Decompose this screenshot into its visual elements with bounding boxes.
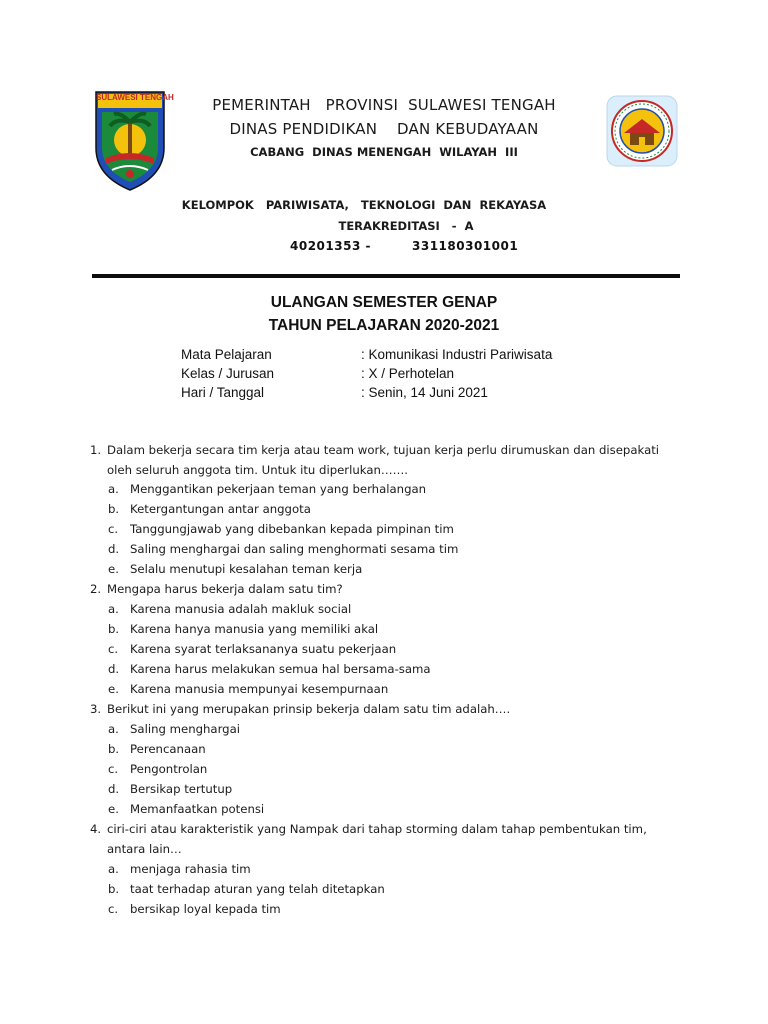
option-text: Selalu menutupi kesalahan teman kerja (130, 562, 363, 576)
info-label: Mata Pelajaran (181, 347, 272, 362)
option-letter: b. (108, 882, 120, 896)
answer-option (108, 480, 426, 500)
info-label: Hari / Tanggal (181, 385, 265, 400)
answer-option (108, 880, 385, 900)
header-accreditation: TERAKREDITASI - A (338, 219, 474, 233)
question-item (90, 700, 680, 720)
header-divider (92, 274, 680, 278)
option-letter: b. (108, 502, 120, 516)
header-government: PEMERINTAH PROVINSI SULAWESI TENGAH (212, 96, 556, 114)
option-letter: a. (108, 722, 119, 736)
option-letter: c. (108, 522, 119, 536)
option-text: Karena harus melakukan semua hal bersama-sama (130, 662, 431, 676)
option-text: Karena manusia adalah makluk social (130, 602, 352, 616)
option-text: Memanfaatkan potensi (130, 802, 265, 816)
option-letter: d. (108, 782, 120, 796)
exam-title: ULANGAN SEMESTER GENAP (270, 294, 498, 311)
header-code-left: 40201353 - (290, 239, 371, 253)
option-letter: c. (108, 642, 119, 656)
option-text: Saling menghargai dan saling menghormati sesama tim (130, 542, 459, 556)
question-item (90, 441, 680, 481)
left-logo-text: SULAWESI TENGAH (96, 93, 174, 102)
answer-option (108, 500, 311, 520)
answer-option (108, 780, 232, 800)
question-text: ciri-ciri atau karakteristik yang Nampak dari tahap storming dalam tahap pembentukan tim, antara lain… (107, 822, 647, 856)
question-number: 4. (90, 822, 102, 836)
info-value: : X / Perhotelan (361, 366, 455, 381)
option-text: Perencanaan (130, 742, 206, 756)
option-text: Bersikap tertutup (130, 782, 233, 796)
option-letter: b. (108, 742, 120, 756)
answer-option (108, 680, 388, 700)
answer-option (108, 600, 351, 620)
answer-option (108, 560, 362, 580)
option-letter: a. (108, 602, 119, 616)
option-text: Karena hanya manusia yang memiliki akal (130, 622, 379, 636)
info-value: : Senin, 14 Juni 2021 (361, 385, 488, 400)
answer-option (108, 640, 396, 660)
option-text: taat terhadap aturan yang telah ditetapkan (130, 882, 385, 896)
option-letter: e. (108, 562, 119, 576)
question-item (90, 820, 680, 860)
question-text: Mengapa harus bekerja dalam satu tim? (107, 582, 343, 596)
option-text: Menggantikan pekerjaan teman yang berhalangan (130, 482, 427, 496)
info-value: : Komunikasi Industri Pariwisata (361, 347, 553, 362)
option-text: Ketergantungan antar anggota (130, 502, 311, 516)
option-letter: d. (108, 542, 120, 556)
option-text: Karena manusia mempunyai kesempurnaan (130, 682, 389, 696)
answer-option (108, 760, 207, 780)
answer-option (108, 620, 378, 640)
header-group: KELOMPOK PARIWISATA, TEKNOLOGI DAN REKAYASA (181, 198, 547, 212)
question-item (90, 580, 680, 600)
option-text: Tanggungjawab yang dibebankan kepada pimpinan tim (130, 522, 454, 536)
option-letter: c. (108, 762, 119, 776)
option-letter: e. (108, 682, 119, 696)
answer-option (108, 660, 431, 680)
header-code-right: 331180301001 (412, 239, 519, 253)
question-number: 3. (90, 702, 102, 716)
header-branch: CABANG DINAS MENENGAH WILAYAH III (250, 145, 518, 159)
option-text: Saling menghargai (130, 722, 241, 736)
option-letter: d. (108, 662, 120, 676)
option-letter: e. (108, 802, 119, 816)
answer-option (108, 800, 264, 820)
info-label: Kelas / Jurusan (181, 366, 275, 381)
option-letter: a. (108, 862, 119, 876)
option-letter: a. (108, 482, 119, 496)
option-letter: c. (108, 902, 119, 916)
question-text: Berikut ini yang merupakan prinsip bekerja dalam satu tim adalah…. (107, 702, 511, 716)
answer-option (108, 900, 281, 920)
option-text: bersikap loyal kepada tim (130, 902, 281, 916)
answer-option (108, 520, 454, 540)
question-number: 2. (90, 582, 102, 596)
header-department: DINAS PENDIDIKAN DAN KEBUDAYAAN (229, 120, 539, 138)
answer-option (108, 860, 251, 880)
option-text: menjaga rahasia tim (130, 862, 251, 876)
option-text: Karena syarat terlaksananya suatu pekerjaan (130, 642, 397, 656)
question-text: Dalam bekerja secara tim kerja atau team work, tujuan kerja perlu dirumuskan dan disepakati oleh seluruh anggota tim. Untuk itu diperlukan……. (107, 443, 660, 477)
option-text: Pengontrolan (130, 762, 208, 776)
answer-option (108, 540, 458, 560)
exam-year: TAHUN PELAJARAN 2020-2021 (268, 317, 500, 334)
answer-option (108, 740, 206, 760)
option-letter: b. (108, 622, 120, 636)
question-number: 1. (90, 443, 102, 457)
answer-option (108, 720, 240, 740)
